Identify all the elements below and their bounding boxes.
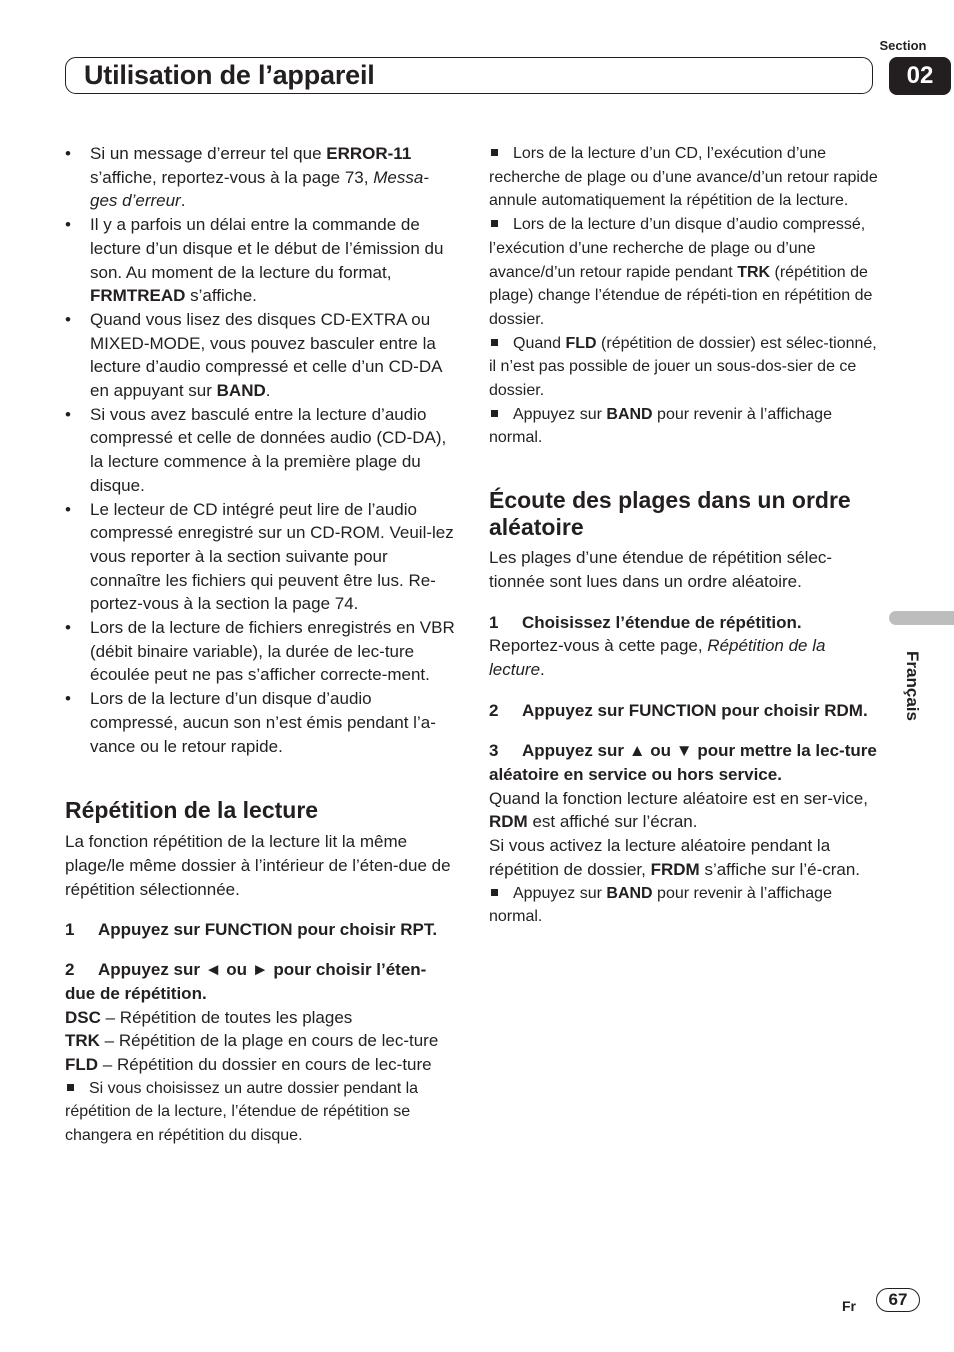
random-step-3	[489, 739, 879, 786]
bold-term: ERROR-11	[326, 144, 412, 163]
section-label: Section	[879, 38, 927, 53]
italic-reference: Répétition de la lecture	[489, 636, 826, 679]
step-number: 1	[65, 920, 75, 940]
repeat-options	[65, 1006, 455, 1077]
bullet-item: • Si un message d’erreur tel que ERROR-11 s’affiche, reportez-vous à la page 73, Messa-ges d’erreur.	[65, 142, 455, 213]
step-text: Appuyez sur ▲ ou ▼ pour mettre la lec-ture aléatoire en service ou hors service.	[489, 741, 877, 785]
step-text: Appuyez sur FUNCTION pour choisir RPT.	[98, 920, 438, 940]
bold-term: BAND	[606, 884, 653, 902]
page-title: Utilisation de l’appareil	[84, 60, 375, 90]
random-step-3-body-1: Quand la fonction lecture aléatoire est en ser-vice, RDM est affiché sur l’écran.	[489, 788, 868, 832]
step-number: 3	[489, 741, 499, 761]
option-key: DSC	[65, 1007, 101, 1027]
step-number: 1	[489, 612, 499, 632]
step-number: 2	[65, 960, 75, 980]
repeat-option: DSC – Répétition de toutes les plages	[65, 1007, 353, 1027]
section-badge: 02	[889, 57, 951, 95]
note-square-icon	[491, 339, 498, 346]
section-heading-repeat: Répétition de la lecture	[65, 797, 319, 824]
italic-reference: Messa-ges d’erreur	[90, 167, 429, 211]
repeat-notes	[489, 142, 879, 450]
note-square-icon	[67, 1084, 74, 1091]
left-column	[65, 142, 455, 1148]
note-square-icon	[491, 149, 498, 156]
bullet-item: • Il y a parfois un délai entre la commande de lecture d’un disque et le début de l’émission du son. Au moment de la lecture du format, FRMTREAD s’affiche.	[65, 213, 455, 308]
page-number: 67	[876, 1288, 920, 1312]
repeat-option: TRK – Répétition de la plage en cours de lec-ture	[65, 1031, 439, 1051]
step-number: 2	[489, 700, 499, 720]
note-text: Appuyez sur BAND pour revenir à l’affichage normal.	[489, 884, 832, 926]
bullet-item: • Quand vous lisez des disques CD-EXTRA ou MIXED-MODE, vous pouvez basculer entre la lecture d’audio compressé et celle d’un CD-DA en appuyant sur BAND.	[65, 308, 455, 403]
option-key: TRK	[65, 1031, 100, 1051]
repeat-intro: La fonction répétition de la lecture lit la même plage/le même dossier à l’intérieur de l’éten-due de répétition sélectionnée.	[65, 832, 451, 899]
repeat-step-1	[65, 918, 455, 942]
bold-term: FRMTREAD	[90, 286, 186, 306]
bold-term: BAND	[216, 381, 266, 401]
step-text: Choisissez l’étendue de répétition.	[522, 612, 802, 632]
note-square-icon	[491, 220, 498, 227]
note-square-icon	[491, 410, 498, 417]
note-square-icon	[491, 889, 498, 896]
bullet-item: • Lors de la lecture de fichiers enregistrés en VBR (débit binaire variable), la durée de lec-ture écoulée peut ne pas s’afficher correcte-ment.	[65, 616, 455, 687]
note-item: Lors de la lecture d’un disque d’audio compressé, l’exécution d’une recherche de plage ou d’une avance/d’un retour rapide pendant TRK (répétition de plage) change l’étendue de répéti-tion en répétition de dossier.	[489, 216, 873, 328]
language-tab-bar	[889, 611, 954, 625]
step-text: Appuyez sur FUNCTION pour choisir RDM.	[522, 700, 868, 720]
bold-term: FLD	[565, 334, 597, 352]
repeat-option: FLD – Répétition du dossier en cours de lec-ture	[65, 1054, 432, 1074]
repeat-note	[65, 1077, 455, 1148]
note-item: Lors de la lecture d’un CD, l’exécution d’une recherche de plage ou d’une avance/d’un retour rapide annule automatiquement la répétition de la lecture.	[489, 145, 878, 210]
right-column	[489, 142, 879, 929]
section-heading-random: Écoute des plages dans un ordre aléatoire	[489, 487, 851, 541]
header-bar	[65, 57, 873, 94]
bold-term: FRDM	[650, 859, 700, 879]
bold-term: TRK	[737, 263, 771, 281]
random-note	[489, 882, 879, 929]
random-step-1	[489, 611, 879, 635]
repeat-step-2	[65, 958, 455, 1005]
bullet-item: • Si vous avez basculé entre la lecture d’audio compressé et celle de données audio (CD-DA), la lecture commence à la première plage du disque.	[65, 403, 455, 498]
note-item: Appuyez sur BAND pour revenir à l’affichage normal.	[489, 405, 832, 447]
step-text: Appuyez sur ◄ ou ► pour choisir l’éten-due de répétition.	[65, 960, 427, 1003]
note-text: Si vous choisissez un autre dossier pendant la répétition de la lecture, l’étendue de répétition se changera en répétition du disque.	[65, 1079, 419, 1145]
bullet-item: • Lors de la lecture d’un disque d’audio compressé, aucun son n’est émis pendant l’a-vance ou le retour rapide.	[65, 687, 455, 758]
bold-term: BAND	[606, 405, 653, 423]
footer-language: Fr	[842, 1298, 856, 1314]
bullet-item: • Le lecteur de CD intégré peut lire de l’audio compressé enregistré sur un CD-ROM. Veuil-lez vous reporter à la section suivante pour connaître les fichiers qui peuvent être lus. Re-portez-vous à la section la page 74.	[65, 498, 455, 617]
random-step-3-body-2: Si vous activez la lecture aléatoire pendant la répétition de dossier, FRDM s’affiche sur l’é-cran.	[489, 836, 861, 879]
random-intro: Les plages d’une étendue de répétition sélec-tionnée sont lues dans un ordre aléatoire.	[489, 548, 833, 591]
note-item: Quand FLD (répétition de dossier) est sélec-tionné, il n’est pas possible de jouer un sous-dos-sier de ce dossier.	[489, 334, 877, 400]
random-step-2	[489, 699, 879, 723]
info-bullet-list	[65, 142, 455, 758]
bold-term: RDM	[489, 812, 528, 832]
option-key: FLD	[65, 1054, 99, 1074]
random-step-1-body: Reportez-vous à cette page, Répétition de la lecture.	[489, 636, 826, 679]
